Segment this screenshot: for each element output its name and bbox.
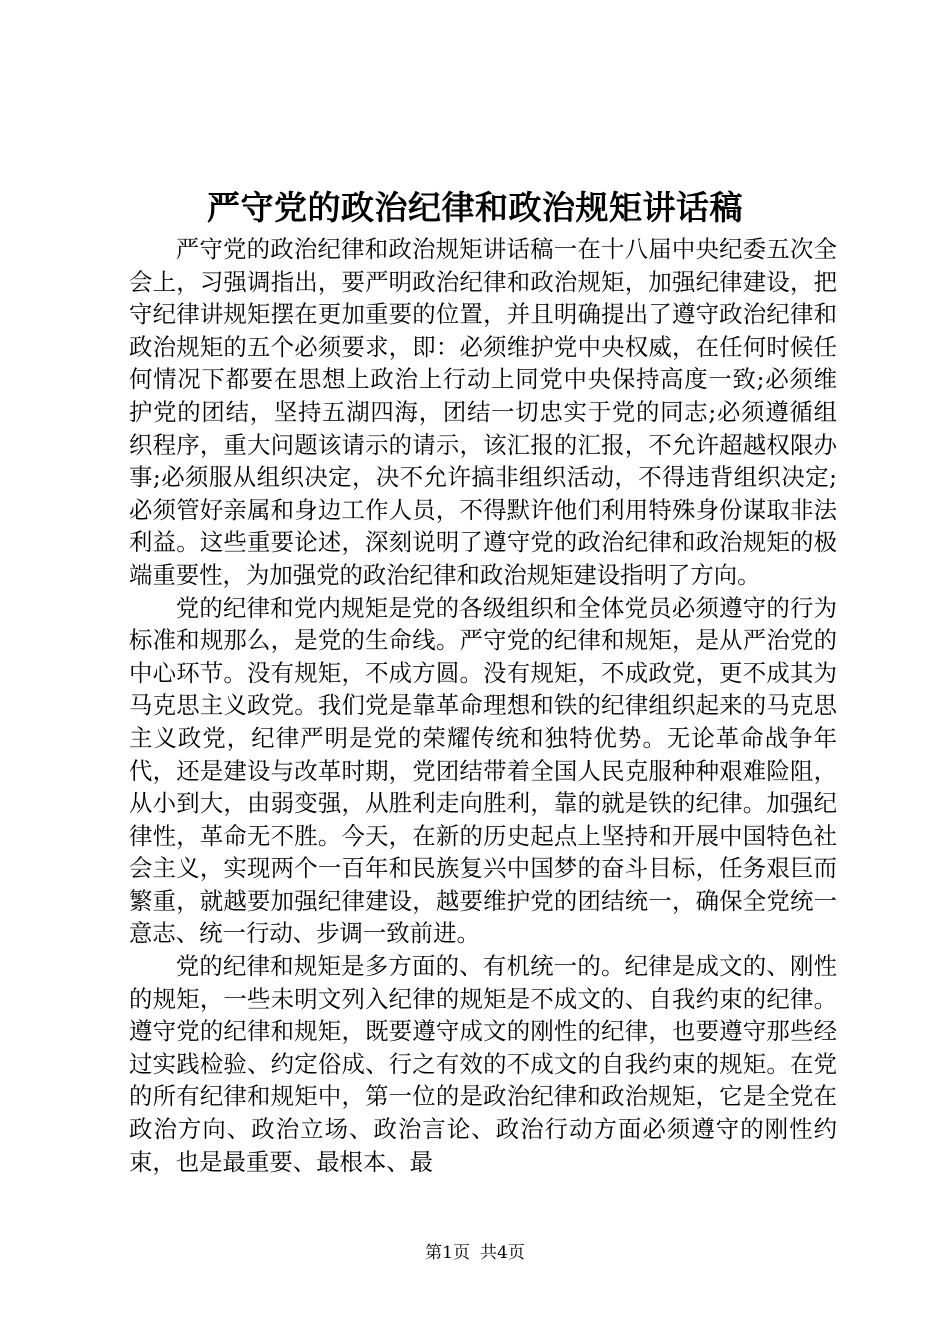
page-number-current: 第1页	[425, 1243, 470, 1263]
document-title: 严守党的政治纪律和政治规矩讲话稿	[207, 188, 743, 227]
page-number-total: 共4页	[480, 1243, 525, 1263]
paragraph: 党的纪律和规矩是多方面的、有机统一的。纪律是成文的、刚性的规矩，一些未明文列入纪律的规矩是不成文的、自我约束的纪律。遵守党的纪律和规矩，既要遵守成文的刚性的纪律，也要遵守那些经过实践检验、约定俗成、行之有效的不成文的自我约束的规矩。在党的所有纪律和规矩中，第一位的是政治纪律和政治规矩，它是全党在政治方向、政治立场、政治言论、政治行动方面必须遵守的刚性约束，也是最重要、最根本、最	[129, 952, 837, 1176]
page-footer	[0, 1241, 950, 1265]
document-body	[129, 233, 837, 1178]
paragraph: 党的纪律和党内规矩是党的各级组织和全体党员必须遵守的行为标准和规那么，是党的生命线。严守党的纪律和规矩，是从严治党的中心环节。没有规矩，不成方圆。没有规矩，不成政党，更不成其为马克思主义政党。我们党是靠革命理想和铁的纪律组织起来的马克思主义政党，纪律严明是党的荣耀传统和独特优势。无论革命战争年代，还是建设与改革时期，党团结带着全国人民克服种种艰难险阻，从小到大，由弱变强，从胜利走向胜利，靠的就是铁的纪律。加强纪律性，革命无不胜。今天，在新的历史起点上坚持和开展中国特色社会主义，实现两个一百年和民族复兴中国梦的奋斗目标，任务艰巨而繁重，就越要加强纪律建设，越要维护党的团结统一，确保全党统一意志、统一行动、步调一致前进。	[129, 593, 837, 948]
paragraph: 严守党的政治纪律和政治规矩讲话稿一在十八届中央纪委五次全会上，习强调指出，要严明政治纪律和政治规矩，加强纪律建设，把守纪律讲规矩摆在更加重要的位置，并且明确提出了遵守政治纪律和政治规矩的五个必须要求，即：必须维护党中央权威，在任何时候任何情况下都要在思想上政治上行动上同党中央保持高度一致;必须维护党的团结，坚持五湖四海，团结一切忠实于党的同志;必须遵循组织程序，重大问题该请示的请示，该汇报的汇报，不允许超越权限办事;必须服从组织决定，决不允许搞非组织活动，不得违背组织决定;必须管好亲属和身边工作人员，不得默许他们利用特殊身份谋取非法利益。这些重要论述，深刻说明了遵守党的政治纪律和政治规矩的极端重要性，为加强党的政治纪律和政治规矩建设指明了方向。	[129, 235, 837, 589]
